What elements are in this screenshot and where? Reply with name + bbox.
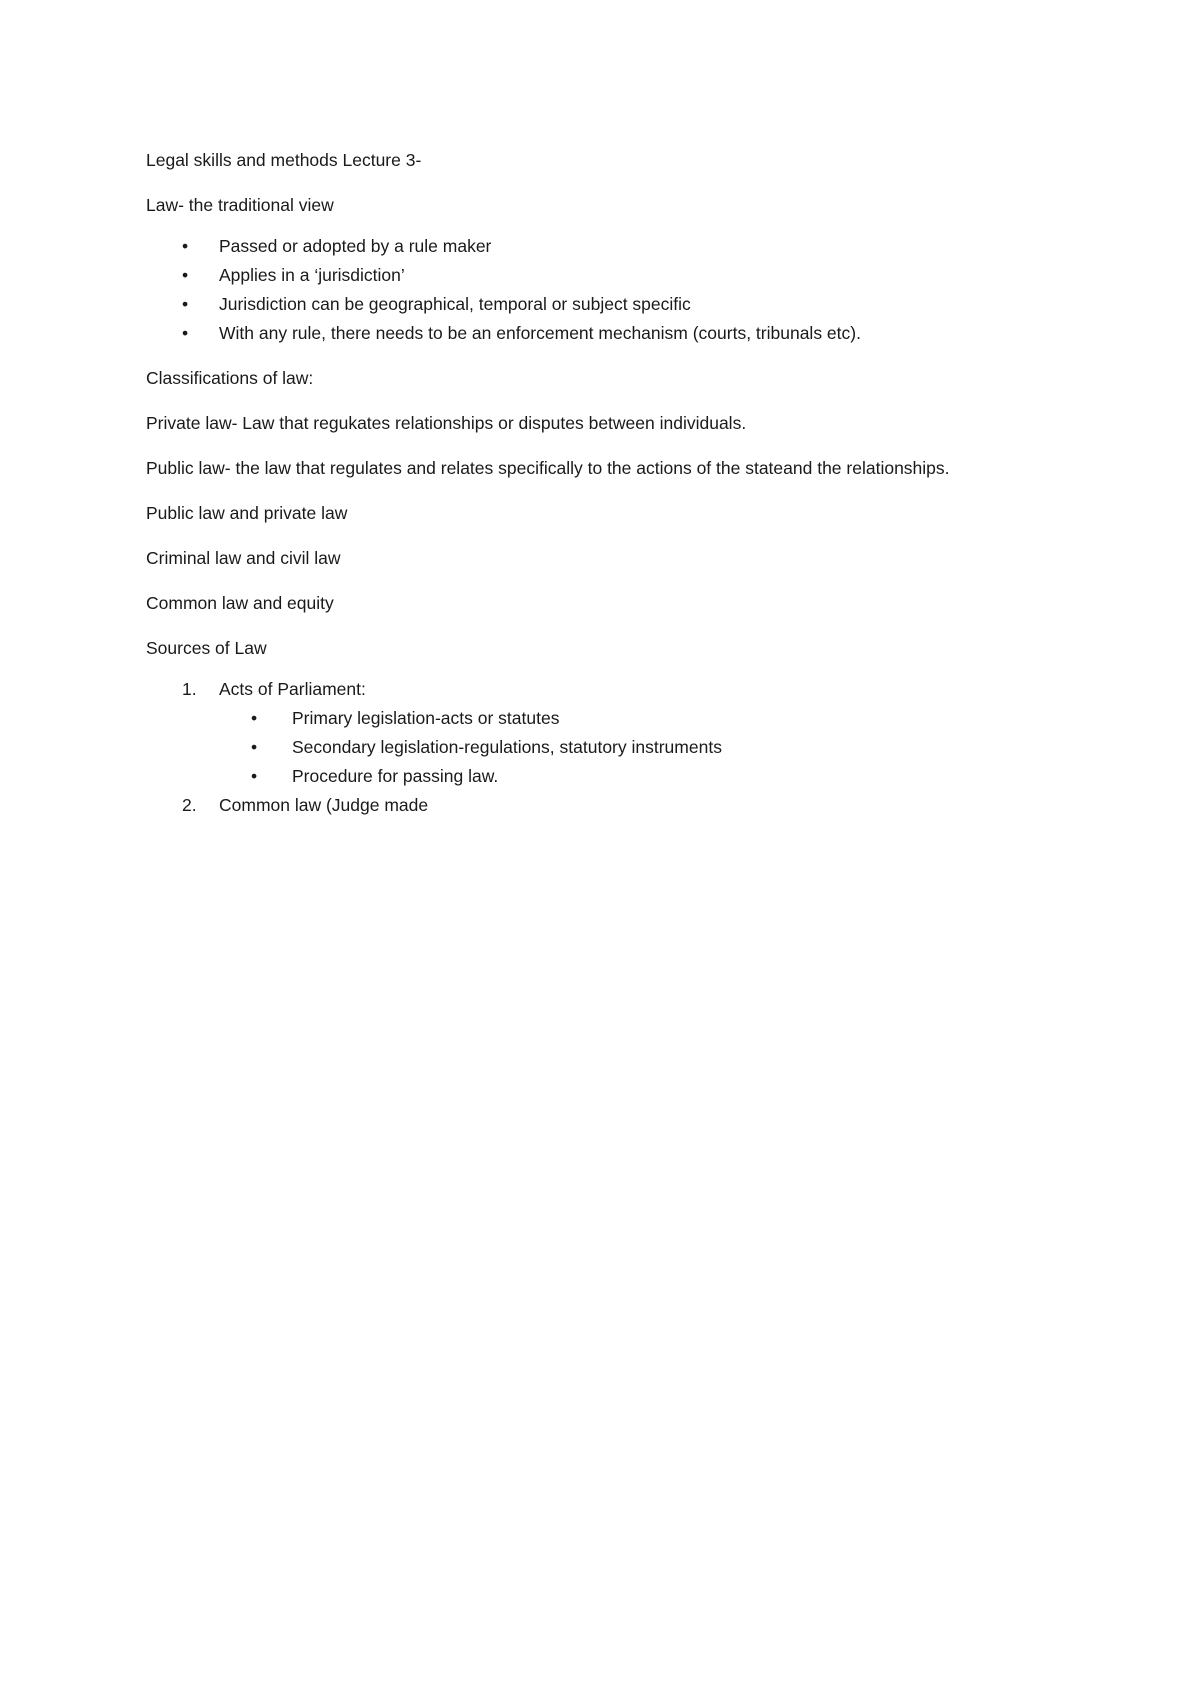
list-item-text: Acts of Parliament: [219, 679, 366, 699]
list-item-text: Jurisdiction can be geographical, temporal or subject specific [219, 294, 691, 314]
list-number: 1. [182, 679, 197, 699]
document-body [146, 146, 1046, 820]
list-item [146, 232, 1046, 261]
bullet-icon: • [182, 323, 189, 343]
list-item [146, 675, 1046, 791]
classifications-heading: Classifications of law: [146, 368, 314, 388]
list-item-text: Applies in a ‘jurisdiction’ [219, 265, 405, 285]
document-title: Legal skills and methods Lecture 3- [146, 150, 422, 170]
bullet-icon: • [251, 708, 258, 728]
list-item [146, 290, 1046, 319]
traditional-view-list [146, 232, 1046, 348]
bullet-icon: • [182, 265, 189, 285]
classification-pair: Common law and equity [146, 593, 334, 613]
list-item [146, 261, 1046, 290]
bullet-icon: • [251, 737, 258, 757]
list-item-text: Procedure for passing law. [292, 766, 499, 786]
list-item [146, 319, 1046, 348]
list-item [219, 704, 1046, 733]
list-item-text: Common law (Judge made [219, 795, 429, 815]
public-law-definition: Public law- the law that regulates and relates specifically to the actions of the stateand the relationships. [146, 458, 950, 478]
list-item [219, 733, 1046, 762]
sources-heading: Sources of Law [146, 638, 267, 658]
list-item-text: Passed or adopted by a rule maker [219, 236, 492, 256]
bullet-icon: • [251, 766, 258, 786]
private-law-definition: Private law- Law that regukates relationships or disputes between individuals. [146, 413, 747, 433]
list-item [219, 762, 1046, 791]
classification-pair: Public law and private law [146, 503, 348, 523]
sources-list [146, 675, 1046, 820]
classification-pair: Criminal law and civil law [146, 548, 341, 568]
acts-sub-list [219, 704, 1046, 791]
list-item-text: With any rule, there needs to be an enforcement mechanism (courts, tribunals etc). [219, 323, 861, 343]
traditional-view-heading: Law- the traditional view [146, 195, 334, 215]
list-item-text: Primary legislation-acts or statutes [292, 708, 560, 728]
list-item-text: Secondary legislation-regulations, statutory instruments [292, 737, 722, 757]
list-number: 2. [182, 795, 197, 815]
bullet-icon: • [182, 294, 189, 314]
list-item [146, 791, 1046, 820]
bullet-icon: • [182, 236, 189, 256]
